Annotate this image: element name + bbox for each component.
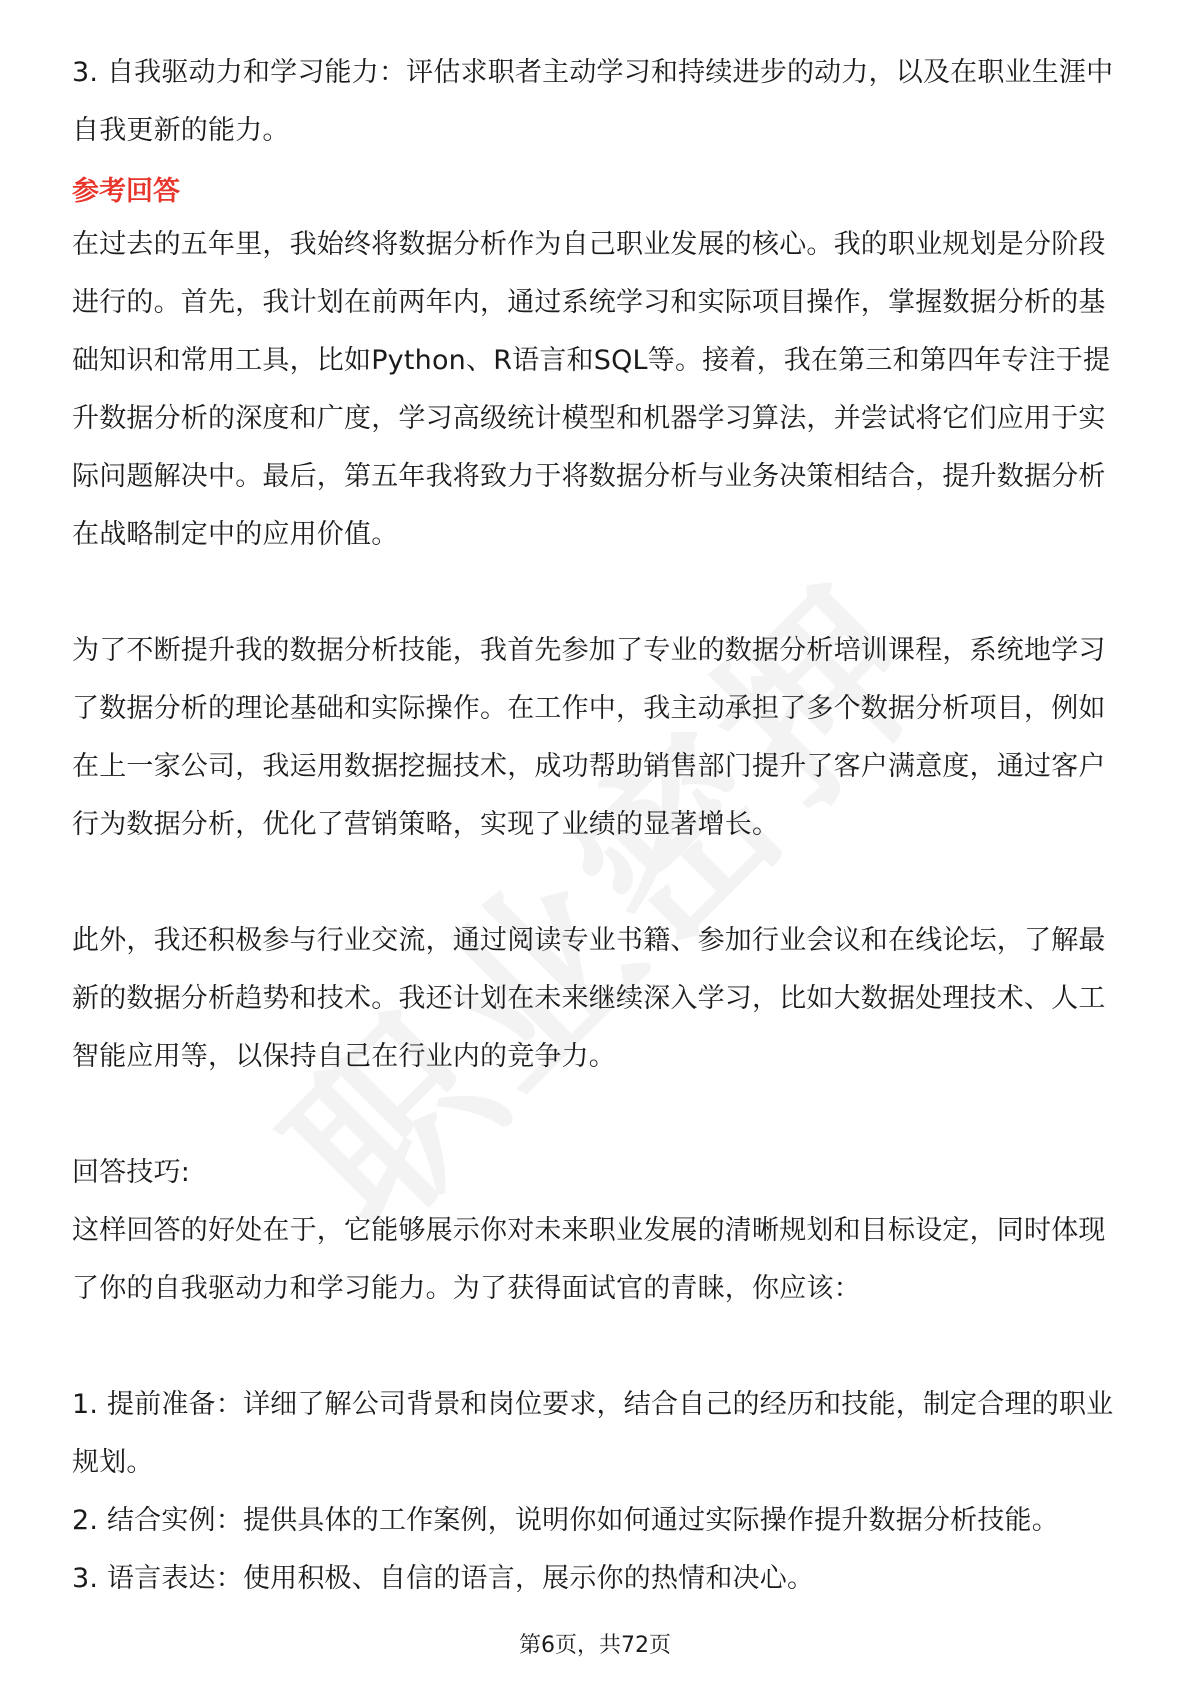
tip-item-3: 3. 语言表达：使用积极、自信的语言，展示你的热情和决心。 xyxy=(72,1563,815,1594)
intro-point-3: 3. 自我驱动力和学习能力：评估求职者主动学习和持续进步的动力，以及在职业生涯中自我更新的能力。 xyxy=(72,57,1114,146)
answer-paragraph-2: 为了不断提升我的数据分析技能，我首先参加了专业的数据分析培训课程，系统地学习了数据分析的理论基础和实际操作。在工作中，我主动承担了多个数据分析项目，例如在上一家公司，我运用数据挖掘技术，成功帮助销售部门提升了客户满意度，通过客户行为数据分析，优化了营销策略，实现了业绩的显著增长。 xyxy=(72,635,1106,840)
tips-intro: 这样回答的好处在于，它能够展示你对未来职业发展的清晰规划和目标设定，同时体现了你的自我驱动力和学习能力。为了获得面试官的青睐，你应该： xyxy=(72,1215,1106,1304)
tip-item-1: 1. 提前准备：详细了解公司背景和岗位要求，结合自己的经历和技能，制定合理的职业规划。 xyxy=(72,1389,1114,1478)
answer-paragraph-3: 此外，我还积极参与行业交流，通过阅读专业书籍、参加行业会议和在线论坛，了解最新的数据分析趋势和技术。我还计划在未来继续深入学习，比如大数据处理技术、人工智能应用等，以保持自己在行业内的竞争力。 xyxy=(72,925,1106,1072)
answer-paragraph-1: 在过去的五年里，我始终将数据分析作为自己职业发展的核心。我的职业规划是分阶段进行的。首先，我计划在前两年内，通过系统学习和实际项目操作，掌握数据分析的基础知识和常用工具，比如Python、R语言和SQL等。接着，我在第三和第四年专注于提升数据分析的深度和广度，学习高级统计模型和机器学习算法，并尝试将它们应用于实际问题解决中。最后，第五年我将致力于将数据分析与业务决策相结合，提升数据分析在战略制定中的应用价值。 xyxy=(72,229,1111,550)
reference-answer-heading: 参考回答 xyxy=(72,176,180,207)
page-number: 第6页，共72页 xyxy=(519,1633,671,1658)
tip-item-2: 2. 结合实例：提供具体的工作案例，说明你如何通过实际操作提升数据分析技能。 xyxy=(72,1505,1059,1536)
tips-heading: 回答技巧: xyxy=(72,1157,191,1188)
document-body xyxy=(72,44,1122,1608)
